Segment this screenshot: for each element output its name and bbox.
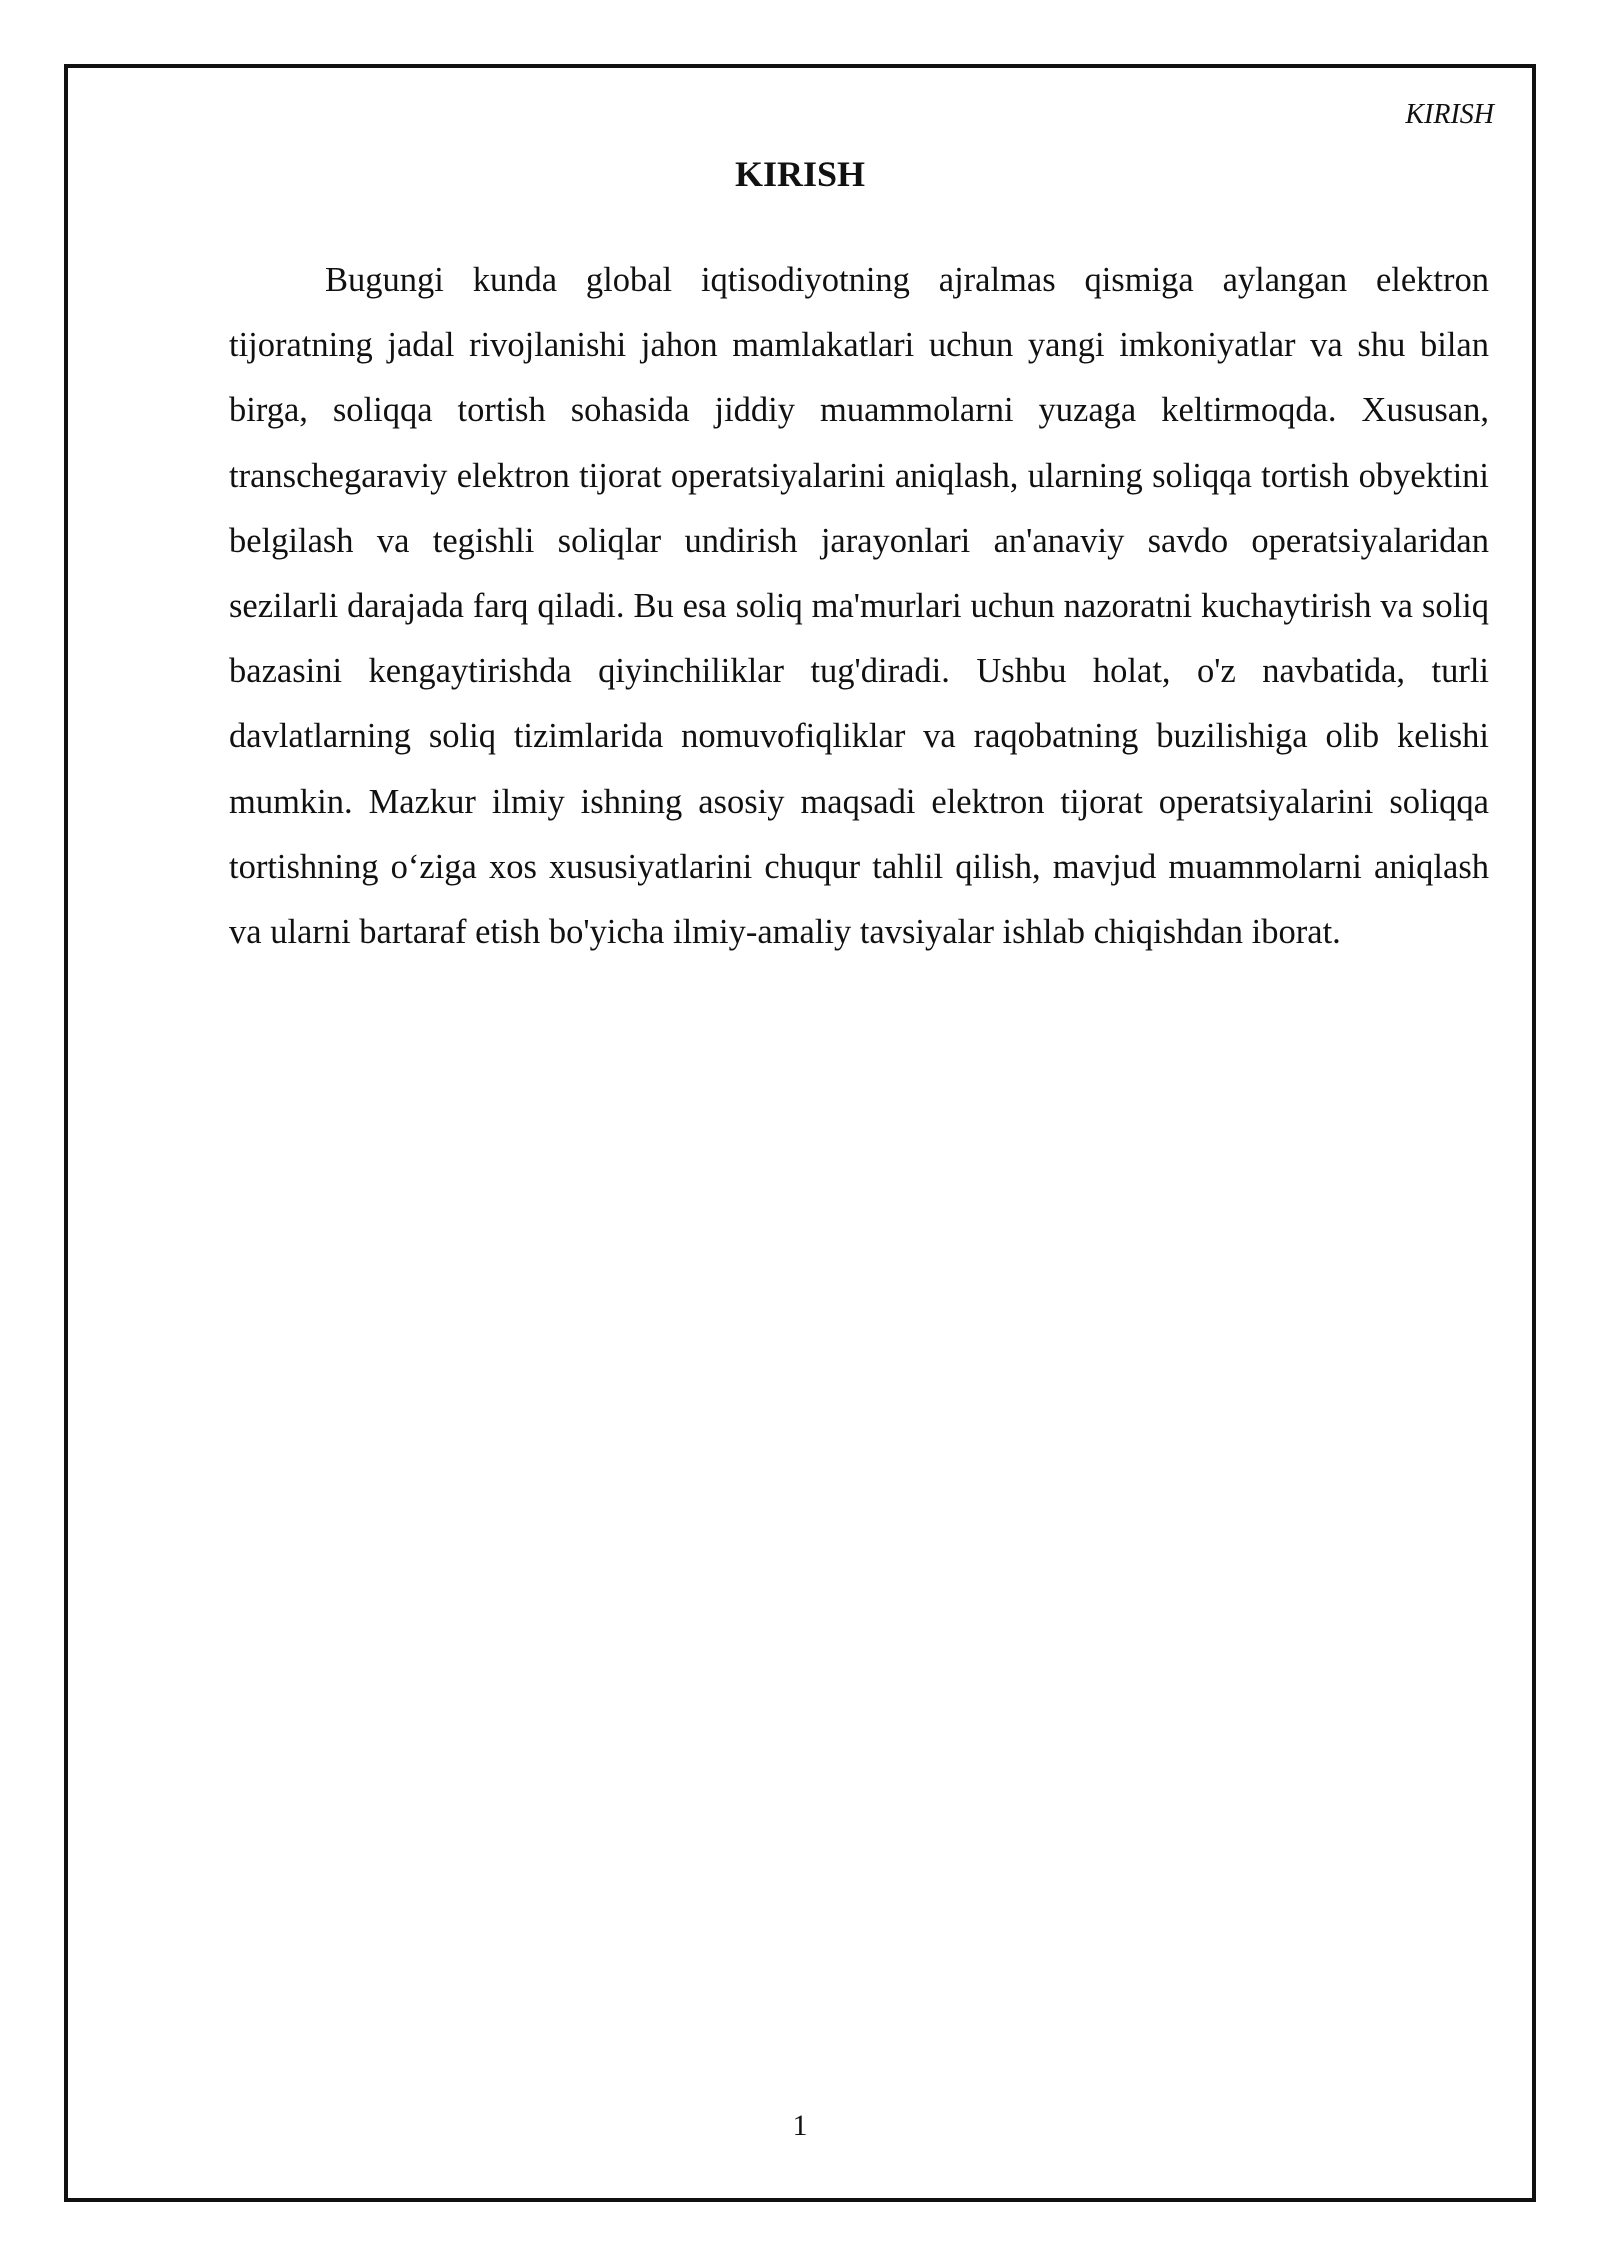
page-title: KIRISH	[734, 154, 866, 194]
page-number: 1	[792, 2109, 808, 2142]
running-header: KIRISH	[1405, 99, 1494, 130]
body-paragraph: Bugungi kunda global iqtisodiyotning ajralmas qismiga aylangan elektron tijoratning jadal rivojlanishi jahon mamlakatlari uchun yangi imkoniyatlar va shu bilan birga, soliqqa tortish sohasida jiddiy muammolarni yuzaga keltirmoqda. Xususan, transchegaraviy elektron tijorat operatsiyalarini aniqlash, ularning soliqqa tortish obyektini belgilash va tegishli soliqlar undirish jarayonlari an'anaviy savdo operatsiyalaridan sezilarli darajada farq qiladi. Bu esa soliq ma'murlari uchun nazoratni kuchaytirish va soliq bazasini kengaytirishda qiyinchiliklar tug'diradi. Ushbu holat, o'z navbatida, turli davlatlarning soliq tizimlarida nomuvofiqliklar va raqobatning buzilishiga olib kelishi mumkin. Mazkur ilmiy ishning asosiy maqsadi elektron tijorat operatsiyalarini soliqqa tortishning o‘ziga xos xususiyatlarini chuqur tahlil qilish, mavjud muammolarni aniqlash va ularni bartaraf etish bo'yicha ilmiy-amaliy tavsiyalar ishlab chiqishdan iborat.	[229, 261, 1489, 952]
